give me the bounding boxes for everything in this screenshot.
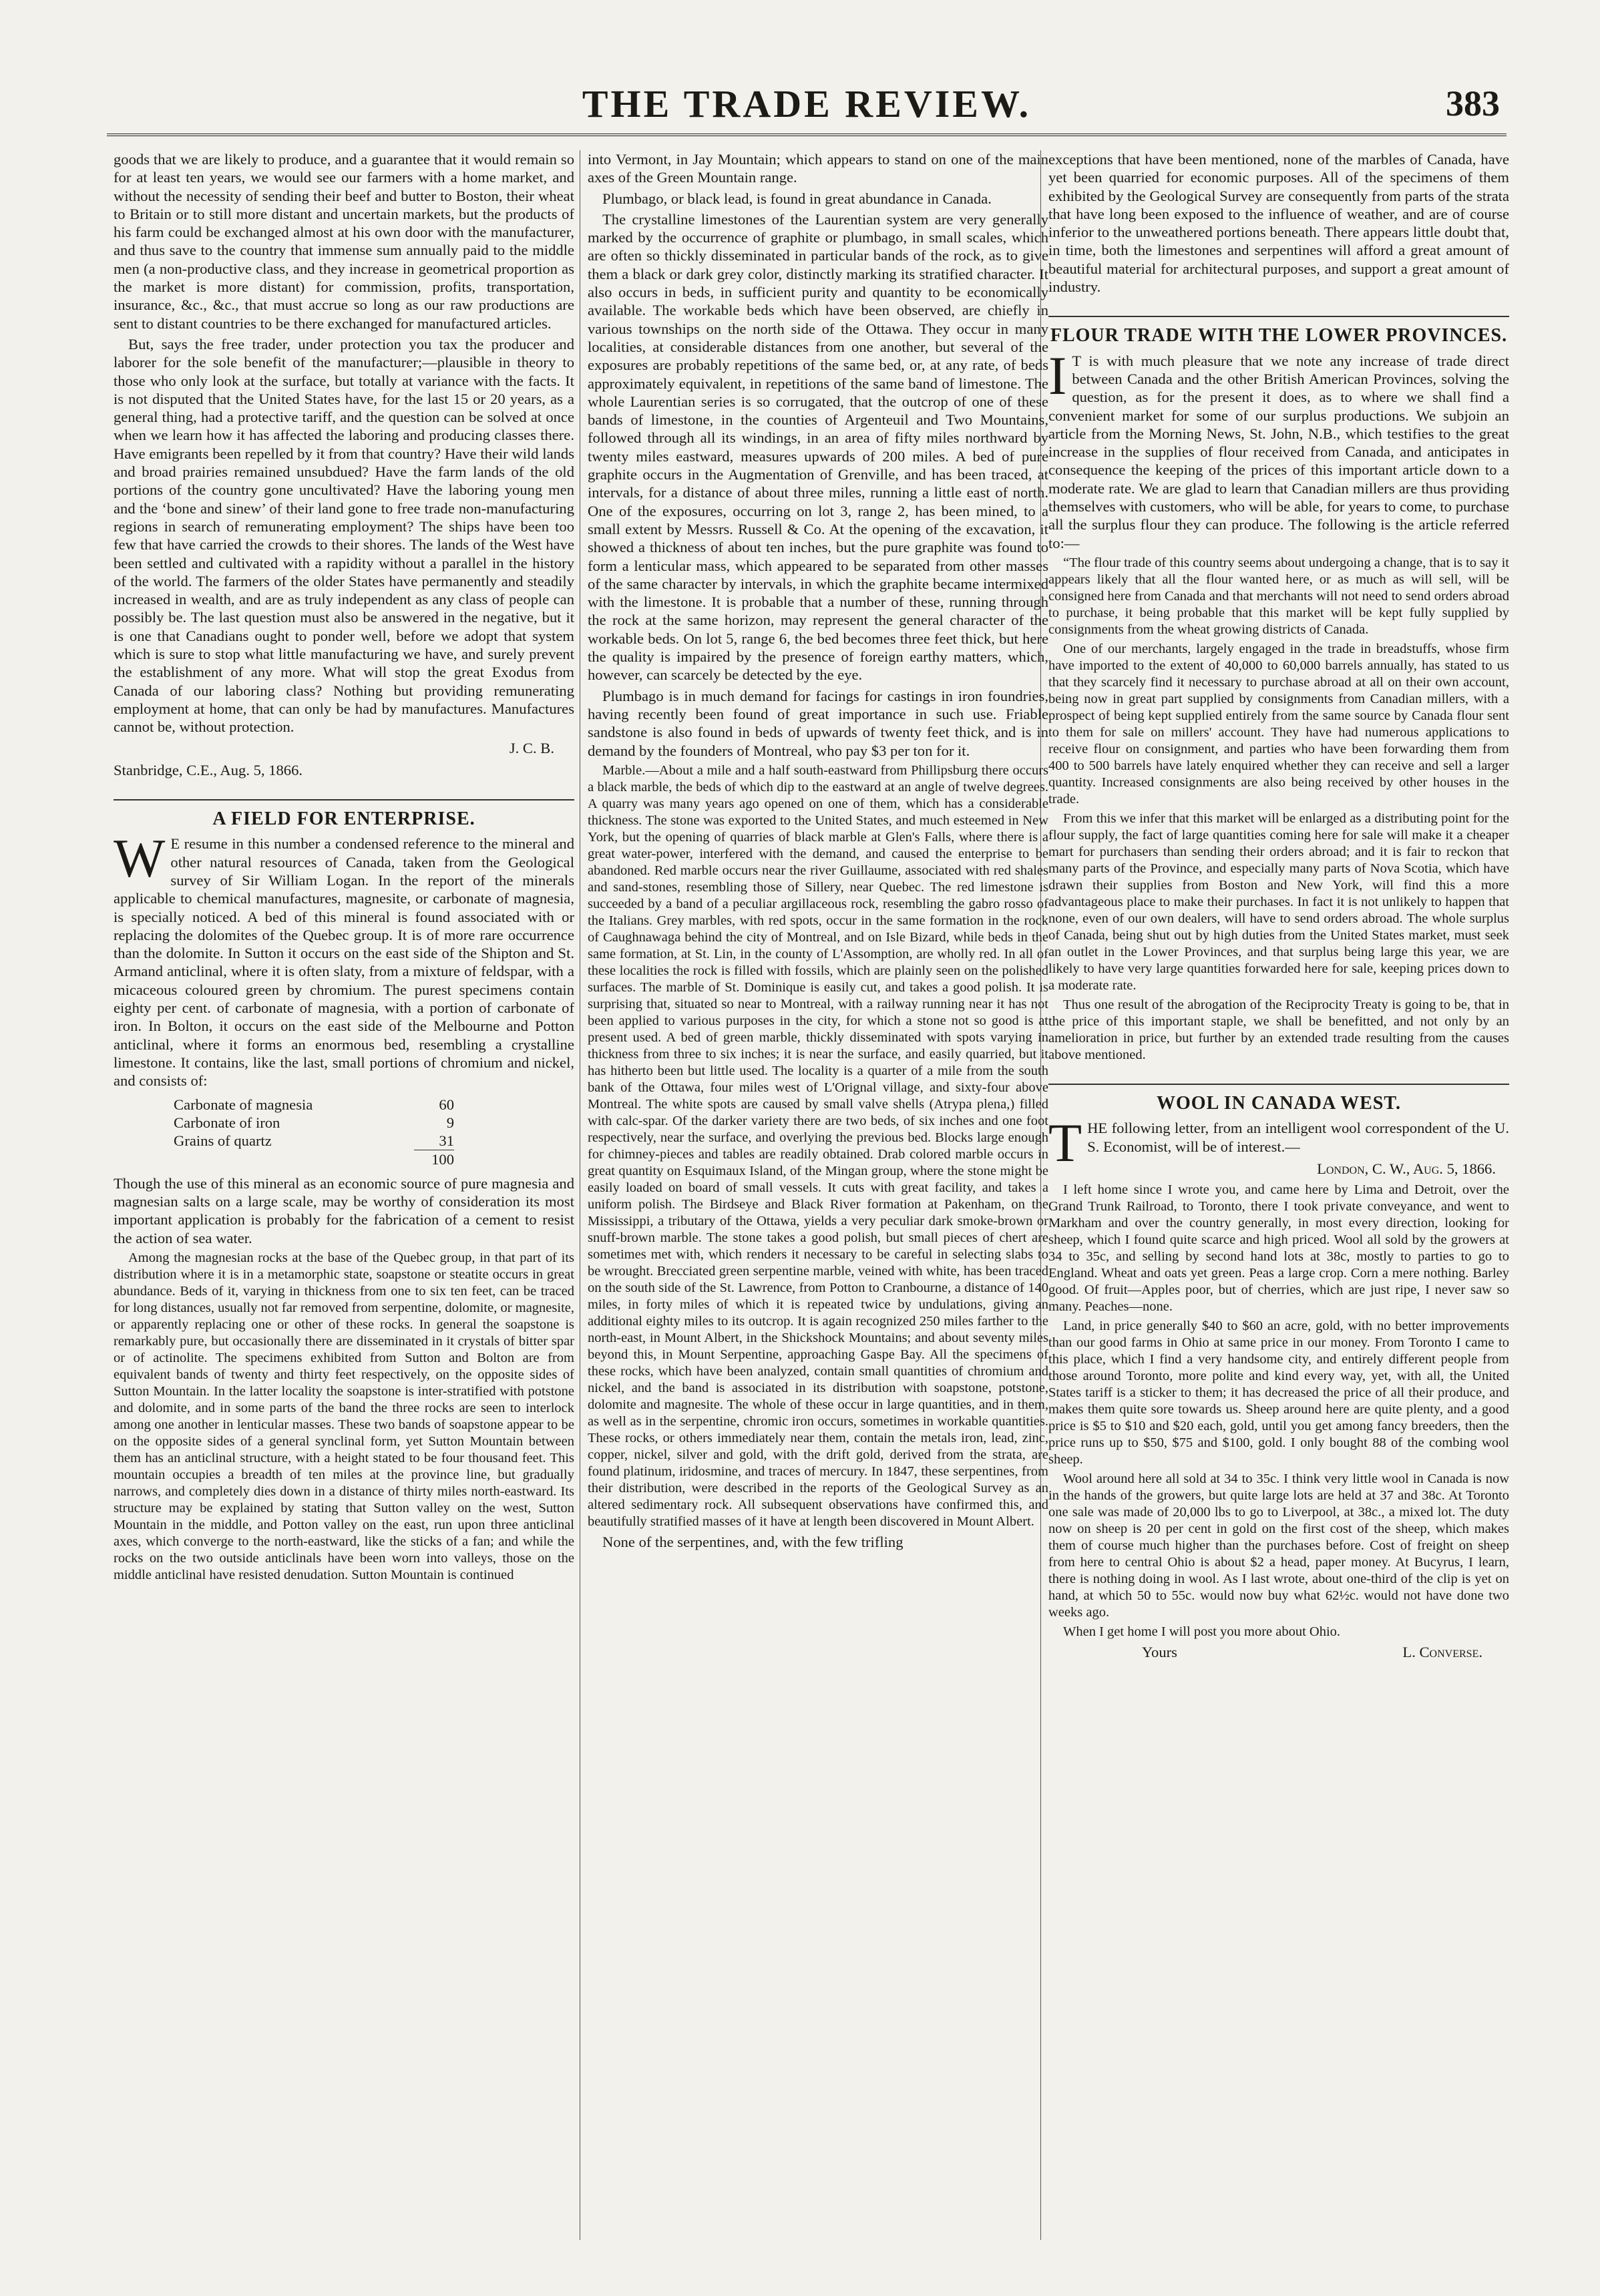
table-value: 9: [446, 1114, 454, 1131]
table-row: [174, 1132, 454, 1150]
article-paragraph: Among the magnesian rocks at the base of the Quebec group, in that part of its distribution where it is in a metamorphic state, soapstone or steatite occurs in great abundance. Beds of it, varying in thickness from one to six ten feet, can be traced for long distances, usually not far removed from serpentine, dolomite, or magnesite, or apparently replacing one or other of these rocks. In general the soapstone is remarkably pure, but occasionally there are disseminated in it crystals of bitter spar or of actinolite. The specimens exhibited from Sutton and Bolton are from equivalent bands of twenty and thirty feet respectively, on the opposite sides of Sutton Mountain. In the latter locality the soapstone is inter-stratified with potstone and dolomite, and in some parts of the band the three rocks are seen to interlock among one another in lenticular masses. These two bands of soapstone appear to be on the opposite sides of a general synclinal form, yet Sutton Mountain between them has an anticlinal structure, with a height stated to be four thousand feet. This mountain occupies a breadth of ten miles at the province line, but gradually narrows, and completely dies down in a distance of thirty miles north-eastward. Its structure may be explained by stating that Sutton valley on the west, Sutton Mountain in the middle, and Potton valley on the east, run upon three anticlinal axes, which converge to the north-eastward, like the sticks of a fan; and while the rocks on the two outside anticlinals have been worn into valleys, those on the middle anticlinal have resisted denudation. Sutton Mountain is continued: [114, 1250, 574, 1582]
table-value: 31: [439, 1132, 454, 1150]
article-paragraph: Though the use of this mineral as an economic source of pure magnesia and magnesian salts on a large scale, may be worthy of consideration its most important application is probably for the fabrication of a cement to resist the action of sea water.: [114, 1174, 574, 1246]
quoted-paragraph: Thus one result of the abrogation of the Reciprocity Treaty is going to be, that in the price of this important staple, we shall be benefitted, and not only by an amelioration in price, but further by an extended trade resulting from the causes above mentioned.: [1048, 997, 1509, 1062]
column-3: [1048, 150, 1509, 2247]
letter-paragraph: When I get home I will post you more about Ohio.: [1063, 1624, 1341, 1640]
table-value: 60: [439, 1096, 454, 1113]
article-paragraph: THE following letter, from an intelligent wool correspondent of the U. S. Economist, will be of interest.—: [1048, 1112, 1509, 1174]
letter-place-date: Stanbridge, C.E., Aug. 5, 1866.: [114, 761, 303, 778]
quoted-paragraph: From this we infer that this market will be enlarged as a distributing point for the flour supply, the fact of large quantities coming here for sale will make it a cheaper mart for purchasers than sending their orders abroad; and it is fair to reckon that many parts of the Province, and especially many parts of Nova Scotia, which have drawn their supplies from Boston and New York, will find this a more advantageous place to make their purchases. In fact it is not unlikely to happen that none, even of our own dealers, will have to send orders abroad. The whole surplus of Canada, being shut out by high duties from the United States market, must seek an outlet in the Lower Provinces, and that surplus being large this year, we are likely to have very large quantities forwarded here for sale, keeping prices down to a moderate rate.: [1048, 811, 1509, 993]
letter-signature: L. Converse.: [1402, 1644, 1482, 1661]
article-paragraph: Plumbago is in much demand for facings for castings in iron foundries, having recently been found of great importance in such use. Friable sandstone is also found in beds of upwards of twenty feet thick, and is in demand by the founders of Montreal, who pay $3 per ton for it.: [588, 687, 1048, 759]
article-paragraph: Plumbago, or black lead, is found in great abundance in Canada.: [602, 190, 992, 207]
letter-paragraph: Land, in price generally $40 to $60 an acre, gold, with no better improvements than our good farms in Ohio at same price in our money. From Toronto I came to this place, which I find a very handsome city, and entirely different people from those around Toronto, more polite and kind every way, yet, with all, the United States tariff is a sticker to them; it has decreased the price of all their produce, and makes them quite sore towards us. Sheep around here are quite plenty, and a good price is $5 to $10 and $20 each, gold, until you get among fancy breeders, then the price runs up to $50, $75 and $100, gold. I only bought 88 of the combing wool sheep.: [1048, 1319, 1509, 1467]
article-paragraph: goods that we are likely to produce, and a guarantee that it would remain so for at least ten years, we would see our farmers with a home market, and without the necessity of sending their beef and butter to Boston, their wheat to Britain or to still more distant and uncertain markets, but the products of his farm could be exchanged almost at his own door with the manufacturer, and thus save to the country that immense sum annually paid to the middle men (a non-productive class, and they increase in geometrical proportion as the market is more distant) for commission, profits, transportation, insurance, &c., &c., that must accrue so long as our raw productions are sent to distant countries to be there exchanged for manufactured articles.: [114, 151, 574, 332]
table-label: Grains of quartz: [174, 1132, 272, 1150]
page-title: THE TRADE REVIEW.: [582, 82, 1032, 126]
article-heading: WOOL IN CANADA WEST.: [1048, 1084, 1509, 1112]
table-row: [174, 1114, 454, 1132]
table-row: [174, 1096, 454, 1114]
article-paragraph: But, says the free trader, under protection you tax the producer and laborer for the sole benefit of the manufacturer;—plausible in theory to those who only look at the surface, but totally at variance with the facts. It is not disputed that the United States have, for the last 15 or 20 years, as a general thing, had a protective tariff, and the question can be solved at once when we learn how it has affected the laboring and producing classes there. Have emigrants been repelled by it from that country? Have their wild lands and broad prairies remained unsubdued? Have the farm lands of the old portions of the country gone uncultivated? Have the laboring young men and the ‘bone and sinew’ of their land gone to free trade non-manufacturing regions in search of remunerating employment? The ships have been too few that have carried the crowds to their shores. The lands of the West have been settled and cultivated with a rapidity without a parallel in the history of the world. The farmers of the older States have permanently and steadily increased in wealth, and are as truly independent as any class of people can possibly be. The last question must also be answered in the negative, but it is one that Canadians ought to ponder well, before we adopt that system which is sure to stop what little manufacturing we have, and surely prevent the establishment of any more. What will stop the great Exodus from Canada of our laboring class? Nothing but providing remunerating employment at home, that can only be had by manufactures. Manufactures cannot be, without protection.: [114, 335, 574, 736]
quoted-paragraph: “The flour trade of this country seems about undergoing a change, that is to say it appears likely that all the flour wanted here, or as much as will sell, will be consigned here from Canada and that merchants will not need to send orders abroad to purchase, it being probable that this market will be kept fully supplied by consignments from the wheat growing districts of Canada.: [1048, 555, 1509, 637]
column-1: [114, 150, 574, 2247]
letter-closing: Yours: [1142, 1644, 1177, 1661]
letter-signoff: [1048, 1643, 1509, 1661]
column-2: [588, 150, 1048, 2247]
table-total: 100: [414, 1150, 454, 1168]
page-number: 383: [1446, 83, 1500, 124]
letter-dateline: London, C. W., Aug. 5, 1866.: [1317, 1160, 1496, 1177]
masthead: [107, 73, 1507, 136]
article-heading: A FIELD FOR ENTERPRISE.: [114, 799, 574, 828]
article-paragraph: The crystalline limestones of the Laurentian system are very generally marked by the occurrence of graphite or plumbago, in small scales, which are often so thickly disseminated in particular bands of the rock, as to give them a black or dark grey color, distinctly marking its stratified character. It also occurs in beds, in sufficient purity and quantity to be economically available. The workable beds which have been observed, are chiefly in various townships on the north side of the Ottawa. They occur in many localities, at considerable distances from one another, but several of the exposures are probably repetitions of the same bed, or, at any rate, of beds approximately equivalent, in repetitions of the same band of limestone. The whole Laurentian series is so corrugated, that the outcrop of one of these bands of limestone, in the counties of Argenteuil and Two Mountains, followed through all its windings, in an area of fifty miles northward by twenty miles eastward, measures upwards of 200 miles. A bed of pure graphite occurs in the Augmentation of Grenville, and has been traced, at intervals, for a distance of about three miles, running a little east of north. One of the exposures, occurring on lot 3, range 2, has been mined, to a small extent by Messrs. Russell & Co. At the opening of the excavation, it showed a thickness of about ten inches, but the pure graphite was found to form a lenticular mass, which appeared to be separated from other masses of the same character by intervals, in which the graphite became intermixed with the limestone. It is probable that a number of these, running through the rock at the same horizon, may represent the general character of the workable beds. On lot 5, range 6, the bed becomes three feet thick, but here the quality is impaired by the presence of foreign earthy matters, which, however, can scarcely be detected by the eye.: [588, 210, 1048, 684]
composition-table: [174, 1096, 454, 1169]
article-paragraph: into Vermont, in Jay Mountain; which appears to stand on one of the main axes of the Green Mountain range.: [588, 151, 1048, 186]
letter-paragraph: Wool around here all sold at 34 to 35c. I think very little wool in Canada is now in the hands of the growers, but quite large lots are held at 37 and 38c. At Toronto one sale was made of 20,000 lbs to go to Liverpool, at 38c., a mixed lot. The duty now on sheep is 20 per cent in gold on the first cost of the sheep, which makes them of course much higher than the purchases before. Cost of freight on sheep from here to central Ohio is about $2 a head, paper money. At Bucyrus, I learn, there is nothing doing in wool. As I last wrote, about one-third of the clip is yet on hand, at which 50 to 55c. would now buy what 62½c. would not have done two weeks ago.: [1048, 1471, 1509, 1620]
article-paragraph: None of the serpentines, and, with the few trifling: [602, 1533, 904, 1550]
quoted-paragraph: One of our merchants, largely engaged in the trade in breadstuffs, whose firm have imported to the extent of 40,000 to 60,000 barrels annually, has stated to us that they scarcely find it necessary to purchase abroad at all on their own account, being now in great part supplied by consignments from Canadian millers, with a prospect of being kept supplied entirely from the same source by Canada flour sent to them for sale on millers' account. They have had numerous applications to receive flour on consignment, and parties who have been forwarding them from 400 to 500 barrels have lately enquired whether they can receive and sell a larger quantity. Increased consignments are also being received by other houses in the trade.: [1048, 641, 1509, 807]
article-paragraph: WE resume in this number a condensed reference to the mineral and other natural resources of Canada, taken from the Geological survey of Sir William Logan. In the report of the minerals applicable to chemical manufactures, magnesite, or carbonate of magnesia, is specially noticed. A bed of this mineral is found associated with or replacing the dolomites of the Quebec group. It is of more rare occurrence than the dolomite. In Sutton it occurs on the east side of the Shipton and St. Armand anticlinal, where it is often slaty, from a mixture of feldspar, with a micaceous coloured green by chromium. The purest specimens contain eighty per cent. of carbonate of magnesia, with a portion of carbonate of iron. In Bolton, it occurs on the east side of the Melbourne and Potton anticlinal, where it forms an enormous bed, resembling a crystalline limestone. It contains, like the last, small portions of chromium and nickel, and consists of:: [114, 828, 574, 1090]
letter-signature: J. C. B.: [509, 739, 554, 756]
article-paragraph: exceptions that have been mentioned, none of the marbles of Canada, have yet been quarried for economic purposes. All of the specimens of them exhibited by the Geological Survey are consequently from parts of the strata that have long been exposed to the influence of weather, and are of course inferior to the unweathered portions beneath. There appears little doubt that, in time, both the limestones and serpentines will afford a great amount of beautiful material for architectural purposes, and support a great amount of industry.: [1048, 151, 1509, 296]
table-label: Carbonate of iron: [174, 1114, 280, 1131]
table-label: Carbonate of magnesia: [174, 1096, 313, 1113]
letter-paragraph: I left home since I wrote you, and came here by Lima and Detroit, over the Grand Trunk Railroad, to Toronto, there I took private conveyance, and went to Markham and over the country generally, in most every direction, looking for sheep, which I found quite scarce and high priced. Wool all sold by the growers at 34 to 35c, and selling by second hand lots at 38c, mostly to parties to go to England. Wheat and oats yet green. Peas a large crop. Corn a mere nothing. Barley good. Of fruit—Apples poor, but of cherries, which are just ripe, I never saw so many. Peaches—none.: [1048, 1182, 1509, 1315]
article-paragraph: IT is with much pleasure that we note any increase of trade direct between Canada and the other British American Provinces, solving the question, as for the present it does, as to where we shall find a convenient market for some of our surplus productions. We subjoin an article from the Morning News, St. John, N.B., which testifies to the great increase in the supplies of flour received from Canada, and anticipates in consequence the keeping of the prices of this important article down to a moderate rate. We are glad to learn that Canadian millers are thus providing themselves with customers, who will be able, for years to come, to purchase all the surplus flour they can produce. The following is the article referred to:—: [1048, 345, 1509, 551]
article-paragraph: Marble.—About a mile and a half south-eastward from Phillipsburg there occurs a black marble, the beds of which dip to the eastward at an angle of twelve degrees. A quarry was many years ago opened on one of them, which has a considerable thickness. The stone was exported to the United States, and much esteemed in New York, but the opening of quarries of black marble at Glen's Falls, where there is a great water-power, interfered with the demand, and caused the enterprise to be abandoned. Red marble occurs near the river Guillaume, associated with red shales and sand-stones, resembling those of Sillery, near Quebec. The red limestone is succeeded by a band of a peculiar argillaceous rock, resembling the gabro rosso of the Italians. Grey marbles, with red spots, occur in the same formation in the rock of Caughnawaga behind the city of Montreal, and on Isle Bizard, while beds in the same formation, at St. Lin, in the county of L'Assomption, are wholly red. In all of these localities the rock is filled with fossils, which are plainly seen on the polished surfaces. The marble of St. Dominique is easily cut, and takes a good polish. It is surprising that, situated so near to Montreal, with a railway running near it has not been applied to various purposes in the city, for which a stone not so good is at present used. A bed of green marble, thickly disseminated with spots varying in thickness from three to six inches; it is near the surface, and easily quarried, but it has hitherto been but little used. The locality is a quarter of a mile from the south bank of the Ottawa, four miles west of L'Orignal village, and sixty-four above Montreal. The white spots are caused by small valve shells (Atrypa plena,) filled with calc-spar. Of the darker variety there are two beds, of six inches and one foot respectively, near the surface, and overlying the previous bed. Blocks large enough for chimney-pieces and tables are readily obtained. Drab colored marble occurs in great quantity on Esquimaux Island, of the Mingan group, where the stone might be easily loaded on board of small vessels. It cuts with great facility, and takes a uniform polish. The Birdseye and Black River formation at Pakenham, on the Mississippi, a tributary of the Ottawa, yields a very peculiar dark smoke-brown or snuff-brown marble. The stone takes a good polish, but small pieces of chert are sometimes met with, which renders it necessary to be careful in selecting slabs to be wrought. Brecciated green serpentine marble, veined with white, has been traced on the south side of the St. Lawrence, from Potton to Cranbourne, a distance of 140 miles, in forty miles of which it is repeated twice by undulations, giving an additional eighty miles to its outcrop. It is again recognized 250 miles farther to the north-east, in Mount Albert, in the Shickshock Mountains; and about seventy miles beyond this, in Mount Serpentine, approaching Gaspe Bay. All the specimens of these rocks, which have been analyzed, contain small quantities of chromium and nickel, and the band is associated in its distribution with soapstone, potstone, dolomite and magnesite. The whole of these occur in large quantities, and in them, as well as in the serpentine, chromic iron occurs, sometimes in workable quantities. These rocks, or others immediately near them, contain the metals iron, lead, zinc, copper, nickel, silver and gold, with the drift gold, derived from the strata, are found platinum, iridosmine, and traces of mercury. In 1847, these serpentines, from their distribution, were described in the reports of the Geological Survey as an altered sedimentary rock. All subsequent observations have confirmed this, and beautifully stratified masses of it have at length been discovered in Mount Albert.: [588, 762, 1048, 1529]
article-heading: FLOUR TRADE WITH THE LOWER PROVINCES.: [1048, 316, 1509, 345]
